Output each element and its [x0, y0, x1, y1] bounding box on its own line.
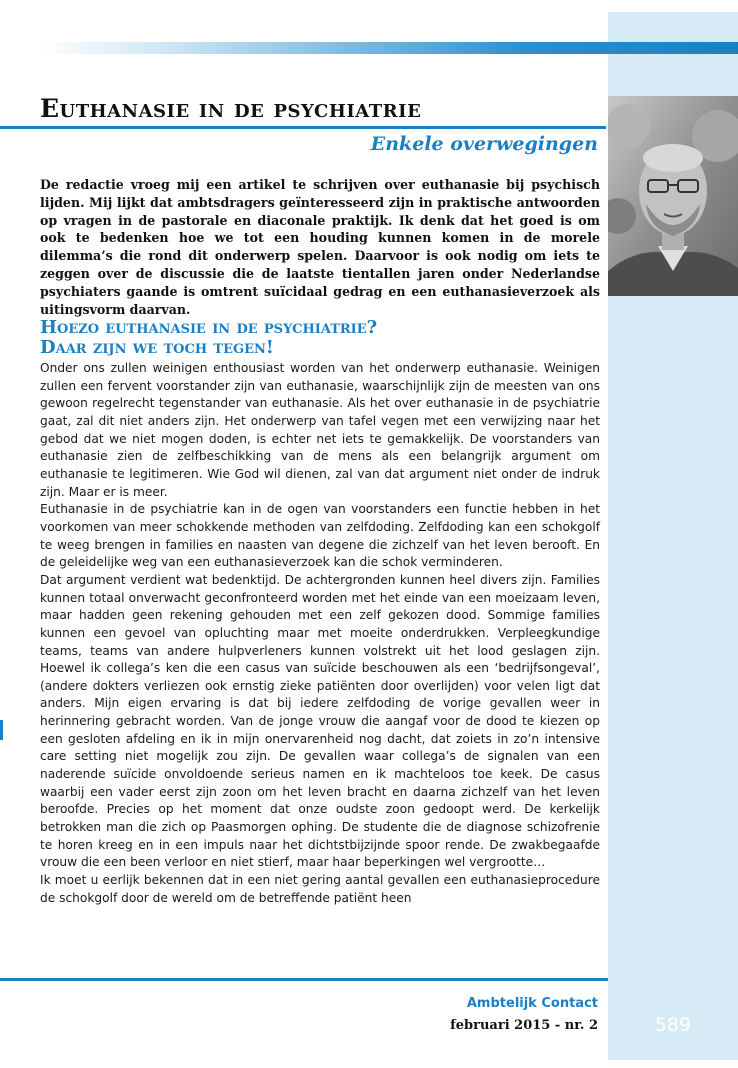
article-title: Euthanasie in de psychiatrie — [40, 94, 422, 123]
issue-info: februari 2015 - nr. 2 — [450, 1018, 598, 1033]
footer-divider — [0, 978, 608, 981]
author-photo — [608, 96, 738, 296]
section-heading-line-2: Daar zijn we toch tegen! — [40, 337, 274, 358]
title-divider — [0, 126, 606, 129]
body-paragraph: Onder ons zullen weinigen enthousiast worden van het onderwerp euthanasie. Weinigen zullen een fervent voorstander zijn van euthanasie, waarschijnlijk zijn de meesten van ons gewoon regelrecht tegenstander van euthanasie. Als het over euthanasie in de psychiatrie gaat, zal dit niet anders zijn. Het onderwerp van tafel vegen met een verwijzing naar het gebod dat we niet mogen doden, is echter net iets te gemakkelijk. De voorstanders van euthanasie zien de zelfbeschikking van de mens als een belangrijk argument om euthanasie te legitimeren. Wie God wil dienen, zal van dat argument niet onder de indruk zijn. Maar er is meer. — [40, 361, 600, 499]
page-number: 589 — [654, 1014, 692, 1036]
journal-name: Ambtelijk Contact — [466, 996, 598, 1011]
body-paragraph: Euthanasie in de psychiatrie kan in de ogen van voorstanders een functie hebben in het voorkomen van meer schokkende methoden van zelfdoding. Zelfdoding kan een schokgolf te weeg brengen in families en naasten van degene die zichzelf van het leven berooft. En de geleidelijke weg van een euthanasieverzoek kan die schok verminderen. — [40, 502, 600, 570]
body-paragraph: Ik moet u eerlijk bekennen dat in een niet gering aantal gevallen een euthanasieprocedure de schokgolf door de wereld om de betreffende patiënt heen — [40, 873, 600, 905]
article-intro: De redactie vroeg mij een artikel te schrijven over euthanasie bij psychisch lijden. Mij lijkt dat ambtsdragers geïnteresseerd zijn in praktische antwoorden op vragen in de pastorale en diaconale praktijk. Ik denk dat het goed is om ook te bedenken hoe we tot een houding kunnen komen in de morele dilemma’s die rond dit onderwerp spelen. Daarvoor is ook nodig om iets te zeggen over de discussie die de laatste tientallen jaren onder Nederlandse psychiaters gaande is omtrent suïcidaal gedrag en een euthanasieverzoek als uitingsvorm daarvan. — [40, 177, 600, 317]
article-body — [40, 360, 600, 907]
section-heading-line-1: Hoezo euthanasie in de psychiatrie? — [40, 317, 378, 338]
author-portrait-image — [608, 96, 738, 296]
header-gradient-bar — [40, 42, 738, 54]
margin-marker — [0, 720, 3, 740]
section-heading — [40, 318, 600, 358]
body-paragraph: Dat argument verdient wat bedenktijd. De achtergronden kunnen heel divers zijn. Families kunnen totaal onverwacht geconfronteerd worden met het einde van een moeizaam leven, maar hadden geen rekening gehouden met een zelf gekozen dood. Sommige families kunnen een gevoel van opluchting maar met moeite onderdrukken. Verpleegkundige teams, teams van andere hulpverleners kunnen volstrekt uit het lood geslagen zijn. Hoewel ik collega’s ken die een casus van suïcide beschouwen als een ‘bedrijfsongeval’, (andere dokters verliezen ook ernstig zieke patiënten door overlijden) voor velen ligt dat anders. Mijn eigen ervaring is dat bij iedere zelfdoding de vorige gevallen weer in herinnering gebracht worden. Van de jonge vrouw die aangaf voor de dood te kiezen op een gesloten afdeling en ik in mijn onervarenheid nog dacht, dat zoiets in zo’n intensive care setting niet mogelijk zou zijn. De gevallen waar collega’s de signalen van een naderende suïcide onvoldoende serieus namen en ik machteloos toe keek. De casus waarbij een vader eerst zijn zoon om het leven bracht en daarna zichzelf van het leven beroofde. Precies op het moment dat onze oudste zoon gedoopt werd. De kerkelijk betrokken man die zich op Paasmorgen ophing. De studente die de diagnose schizofrenie te horen kreeg en in een impuls naar het dichtstbijzijnde spoor rende. De zwakbegaafde vrouw die een been verloor en niet stierf, maar haar beperkingen wel vergrootte… — [40, 572, 600, 870]
article-subtitle: Enkele overwegingen — [370, 133, 598, 155]
